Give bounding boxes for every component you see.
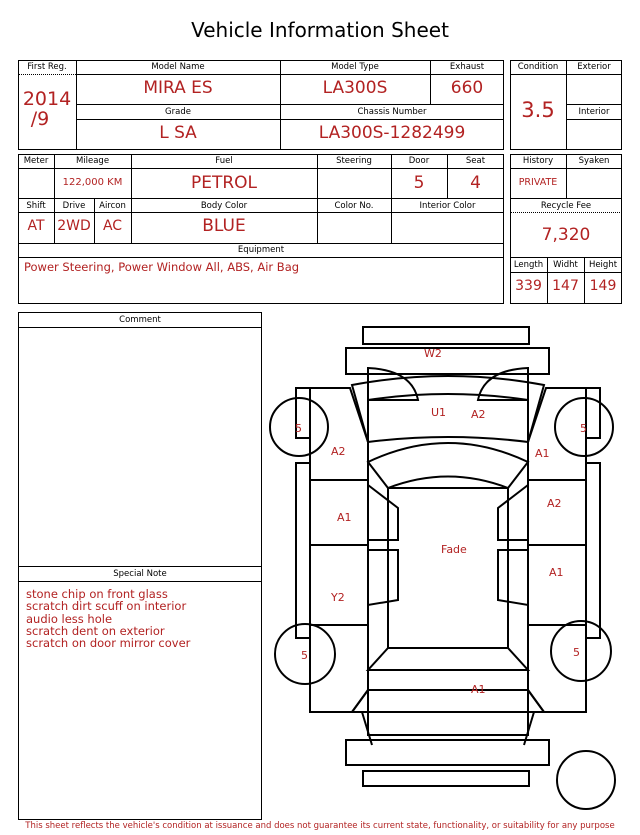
damage-mark-w2: W2 [424,347,442,360]
left-front-fender [310,388,368,480]
exhaust-label: Exhaust [449,62,485,72]
tire-mark-rear-left: 5 [301,649,308,662]
hood [368,394,528,442]
fuel-label: Fuel [215,156,233,166]
special-note-item: scratch on door mirror cover [26,636,191,650]
special-note-item: stone chip on front glass [26,587,168,601]
tire-mark-front-right: 5 [580,422,587,435]
recycle-fee-label: Recycle Fee [540,201,592,211]
mileage-label: Mileage [75,156,110,166]
exhaust-value: 660 [450,78,484,98]
syaken-label: Syaken [578,156,610,166]
rear-bumper [346,740,549,765]
damage-mark-a2-right-door: A2 [547,497,562,510]
grade-value: L SA [159,123,197,143]
left-rear-window [368,550,398,605]
left-rear-quarter [310,625,368,712]
right-mirror [586,388,600,438]
page-title: Vehicle Information Sheet [191,18,449,42]
left-rear-door [310,545,368,625]
damage-mark-a1-right-rear: A1 [549,566,564,579]
right-front-fender [528,388,586,480]
interior-label: Interior [578,107,610,117]
windshield [368,443,528,488]
rear-strip [363,771,529,786]
equipment-value: Power Steering, Power Window All, ABS, Air Bag [24,260,300,274]
height-label: Height [588,260,618,270]
drive-value: 2WD [57,218,91,234]
length-value: 339 [515,278,542,294]
chassis-value: LA300S-1282499 [318,123,466,143]
damage-mark-a1-left-door: A1 [337,511,352,524]
front-grille [346,348,549,374]
damage-mark-y2: Y2 [331,591,345,604]
shift-value: AT [27,218,45,234]
right-rear-door [528,545,586,625]
right-rear-window [498,550,528,605]
aircon-label: Aircon [99,201,126,211]
fuel-value: PETROL [190,173,258,193]
tire-rear-right [551,621,611,681]
damage-mark-a2-hood: A2 [471,408,486,421]
comment-label: Comment [119,315,161,325]
front-bumper [363,327,529,344]
disclaimer-footer: This sheet reflects the vehicle's condition at issuance and does not guarantee its current state, functionality, or suitability for any purpose [25,821,615,831]
seat-value: 4 [470,173,481,193]
damage-mark-a1-front-right: A1 [535,447,550,460]
damage-mark-u1: U1 [431,406,447,419]
special-note-item: scratch dirt scuff on interior [26,599,187,613]
seat-label: Seat [465,156,486,166]
left-front-window [368,485,398,540]
spare-tire [557,751,615,809]
body-color-value: BLUE [202,216,246,236]
special-note-item: scratch dent on exterior [26,624,165,638]
condition-value: 3.5 [521,98,555,122]
roof [388,488,508,648]
interior-color-label: Interior Color [419,201,476,211]
grade-label: Grade [165,107,191,117]
rear-window [368,648,528,670]
height-value: 149 [589,278,617,294]
shift-label: Shift [26,201,46,211]
first-reg-month: /9 [30,108,50,130]
special-note-label: Special Note [113,569,167,579]
right-front-door [528,480,586,545]
color-no-label: Color No. [334,201,374,211]
steering-label: Steering [336,156,372,166]
door-label: Door [408,156,430,166]
chassis-label: Chassis Number [357,107,427,117]
width-label: Widht [553,260,578,270]
damage-mark-fade: Fade [441,543,467,556]
length-label: Length [513,260,544,270]
exterior-label: Exterior [577,62,611,72]
first-reg-year: 2014 [22,88,72,110]
mileage-value: 122,000 KM [62,177,123,188]
body-color-label: Body Color [200,201,248,211]
aircon-value: AC [102,218,123,234]
drive-label: Drive [62,201,86,211]
meter-label: Meter [23,156,49,166]
model-name-label: Model Name [151,62,205,72]
left-rocker [296,463,310,638]
damage-mark-a1-rear: A1 [471,683,486,696]
equipment-label: Equipment [237,245,285,255]
right-rocker [586,463,600,638]
model-type-value: LA300S [322,78,388,98]
special-note-item: audio less hole [26,612,113,626]
damage-mark-a2-front-left: A2 [331,445,346,458]
model-name-value: MIRA ES [143,78,213,98]
width-value: 147 [552,278,579,294]
first-reg-label: First Reg. [27,62,67,72]
door-value: 5 [413,173,425,193]
tire-mark-rear-right: 5 [573,646,580,659]
tire-mark-front-left: 5 [295,422,302,435]
recycle-fee-value: 7,320 [541,225,591,245]
history-label: History [522,156,554,166]
condition-label: Condition [517,62,559,72]
car-damage-diagram [268,320,628,820]
history-value: PRIVATE [518,177,558,188]
model-type-label: Model Type [331,62,379,72]
right-front-window [498,485,528,540]
